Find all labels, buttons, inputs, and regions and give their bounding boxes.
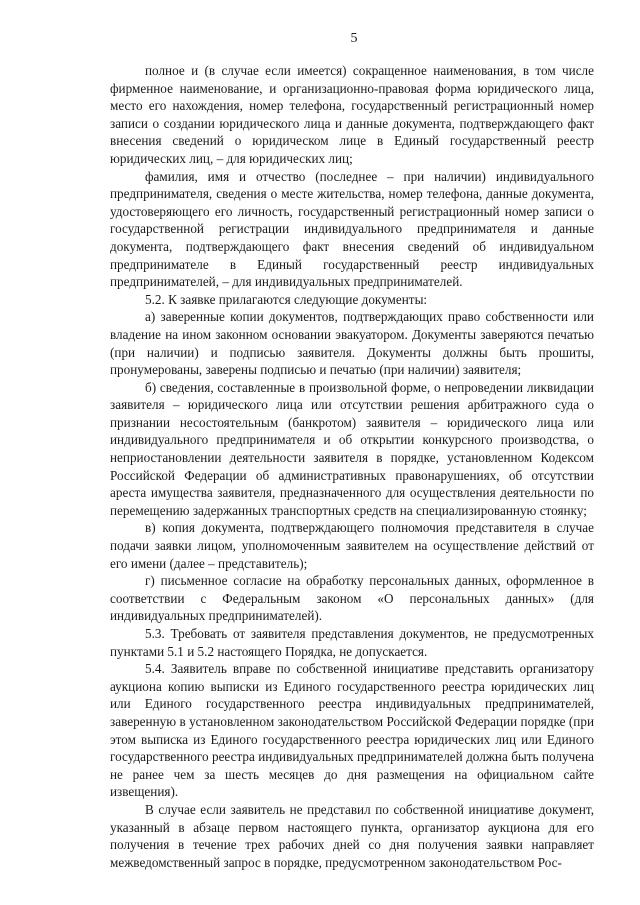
- paragraph: г) письменное согласие на обработку персональных данных, оформленное в соответствии с Федеральным законом «О персональных данных» (для индивидуальных предпринимателей).: [110, 573, 594, 624]
- paragraph: В случае если заявитель не представил по собственной инициативе документ, указанный в абзаце первом настоящего пункта, организатор аукциона для его получения в течение трех рабочих дней со дня получения заявки направляет межведомственный запрос в порядке, предусмотренном законодательством Рос-: [110, 801, 594, 870]
- document-body: [110, 62, 594, 871]
- page-number: 5: [350, 31, 358, 46]
- paragraph: в) копия документа, подтверждающего полномочия представителя в случае подачи заявки лицом, уполномоченным заявителем на осуществление действий от его имени (далее – представитель);: [110, 520, 594, 571]
- paragraph: б) сведения, составленные в произвольной форме, о непроведении ликвидации заявителя – юридического лица или отсутствии решения арбитражного суда о признании несостоятельным (банкротом) заявителя – юридического лица или индивидуального предпринимателя и об открытии конкурсного производства, о неприостановлении деятельности заявителя в порядке, установленном Кодексом Российской Федерации об административных правонарушениях, об отсутствии ареста имущества заявителя, предназначенного для осуществления деятельности по перемещению задержанных транспортных средств на специализированную стоянку;: [110, 379, 594, 518]
- paragraph: 5.4. Заявитель вправе по собственной инициативе представить организатору аукциона копию выписки из Единого государственного реестра юридических лиц или Единого государственного реестра индивидуальных предпринимателей, заверенную в установленном законодательством Российской Федерации порядке (при этом выписка из Единого государственного реестра юридических лиц или Единого государственного реестра индивидуальных предпринимателей должна быть получена не ранее чем за шесть месяцев до дня размещения на официальном сайте извещения).: [110, 661, 594, 800]
- paragraph: а) заверенные копии документов, подтверждающих право собственности или владение на ином законном основании эвакуатором. Документы заверяются печатью (при наличии) и подписью заявителя. Документы должны быть прошиты, пронумерованы, заверены подписью и печатью (при наличии) заявителя;: [110, 309, 594, 378]
- document-page: [110, 30, 594, 871]
- paragraph: 5.2. К заявке прилагаются следующие документы:: [145, 291, 428, 307]
- paragraph: полное и (в случае если имеется) сокращенное наименования, в том числе фирменное наименование, и организационно-правовая форма юридического лица, место его нахождения, номер телефона, государственный регистрационный номер записи о создании юридического лица и данные документа, подтверждающего факт внесения сведений о юридическом лице в Единый государственный реестр юридических лиц, – для юридических лиц;: [110, 63, 594, 166]
- paragraph: фамилия, имя и отчество (последнее – при наличии) индивидуального предпринимателя, сведения о месте жительства, номер телефона, данные документа, удостоверяющего его личность, государственный регистрационный номер записи о государственной регистрации индивидуального предпринимателя и данные документа, подтверждающего факт внесения сведений об индивидуальном предпринимателе в Единый государственный реестр индивидуальных предпринимателей, – для индивидуальных предпринимателей.: [110, 168, 594, 290]
- paragraph: 5.3. Требовать от заявителя представления документов, не предусмотренных пунктами 5.1 и 5.2 настоящего Порядка, не допускается.: [110, 626, 594, 659]
